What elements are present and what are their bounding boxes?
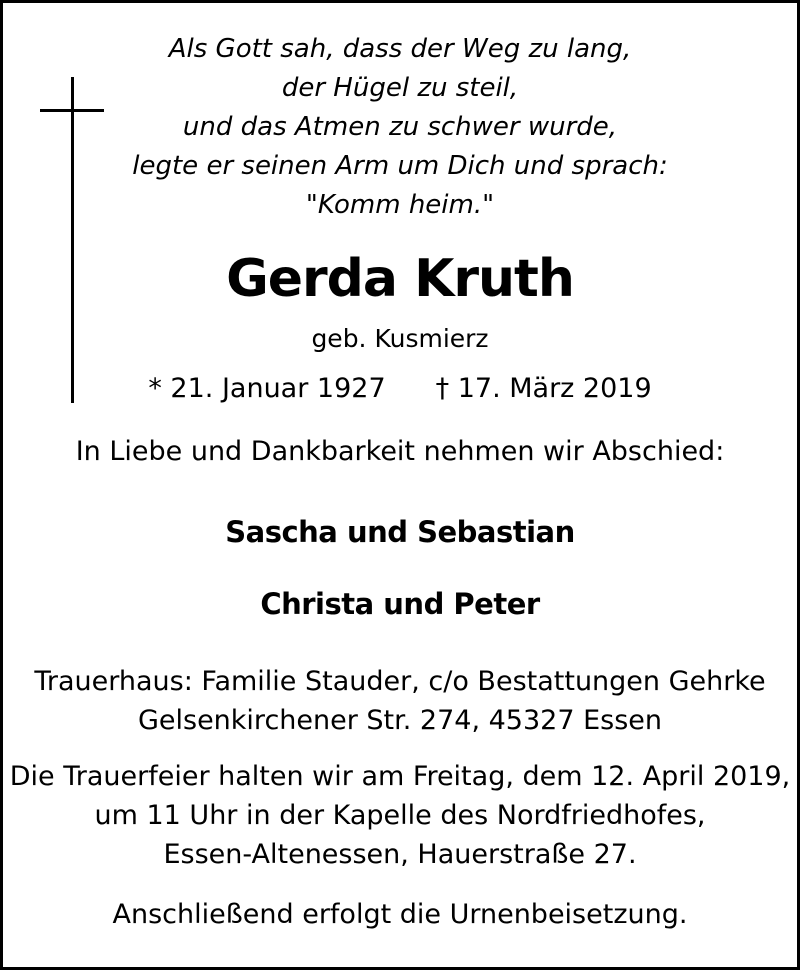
life-dates [3, 373, 797, 404]
birth-date: * 21. Januar 1927 [148, 373, 386, 404]
closing-text: Anschließend erfolgt die Urnenbeisetzung. [112, 899, 688, 930]
deceased-name: Gerda Kruth [226, 249, 574, 309]
house-of-mourning-line: Trauerhaus: Familie Stauder, c/o Bestattungen Gehrke [34, 666, 766, 697]
verse-line: und das Atmen zu schwer wurde, [182, 112, 618, 142]
birth-name: geb. Kusmierz [311, 324, 489, 353]
death-date: † 17. März 2019 [435, 373, 652, 404]
verse-line: legte er seinen Arm um Dich und sprach: [132, 151, 668, 181]
verse-line: "Komm heim." [305, 190, 495, 220]
verse-line: der Hügel zu steil, [281, 73, 519, 103]
service-line: um 11 Uhr in der Kapelle des Nordfriedhofes, [94, 800, 706, 831]
farewell-text: In Liebe und Dankbarkeit nehmen wir Abschied: [75, 436, 725, 467]
service-line: Essen-Altenessen, Hauerstraße 27. [163, 839, 637, 870]
mourner-names: Christa und Peter [260, 587, 540, 621]
verse-line: Als Gott sah, dass der Weg zu lang, [168, 34, 632, 64]
mourner-names: Sascha und Sebastian [225, 515, 575, 549]
service-line: Die Trauerfeier halten wir am Freitag, dem 12. April 2019, [9, 761, 791, 792]
house-of-mourning-line: Gelsenkirchener Str. 274, 45327 Essen [137, 705, 663, 736]
